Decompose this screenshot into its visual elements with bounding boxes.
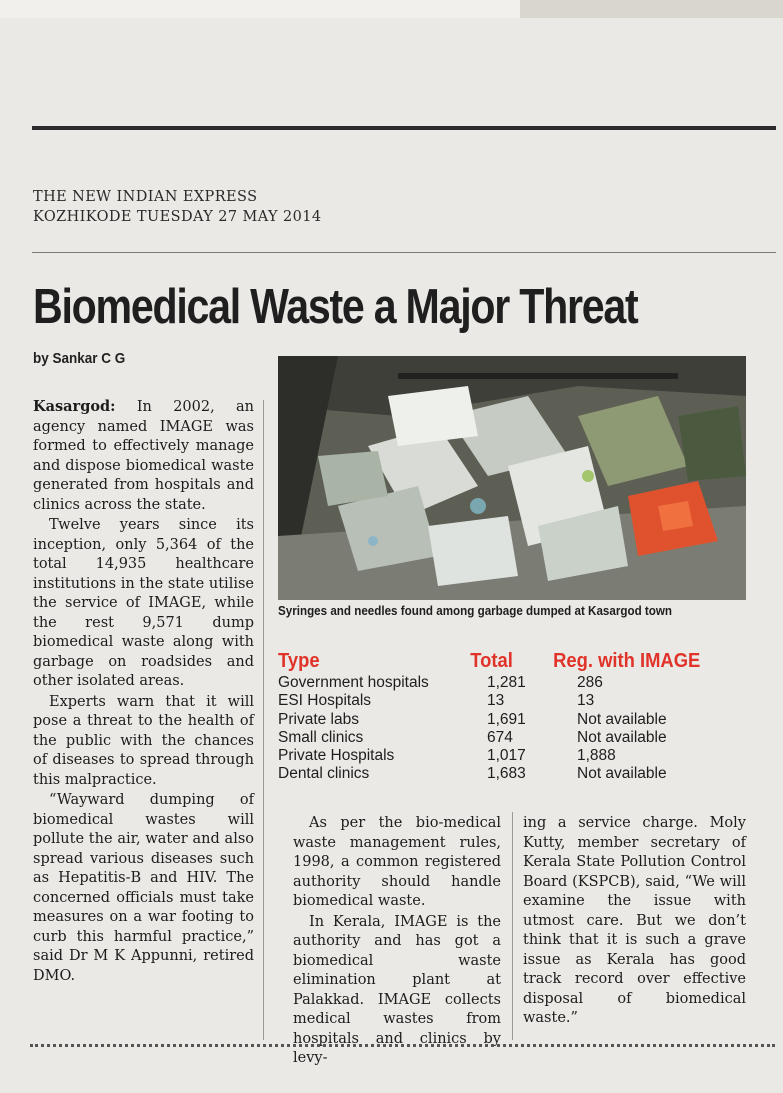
header-reg: Reg. with IMAGE	[553, 650, 701, 672]
paragraph: ing a service charge. Moly Kutty, member secretary of Kerala State Pollution Control Board (KSPCB), said, “We will examine the issue with utmost care. But we don’t think that it is such a grave issue as Kerala has good track record over effective disposal of biomedical waste.”	[523, 815, 746, 1026]
header-total: Total	[470, 650, 513, 672]
headline: Biomedical Waste a Major Threat	[33, 280, 638, 334]
paragraph: Twelve years since its inception, only 5,364 of the total 14,935 healthcare institutions in the state utilise the service of IMAGE, while the rest 9,571 dump biomedical waste along with garbage on roadsides and other isolated areas.	[33, 517, 254, 689]
dateline-place: Kasargod:	[33, 398, 116, 415]
cell-reg: Not available	[577, 710, 667, 728]
right-column	[523, 814, 746, 1030]
byline: by Sankar C G	[33, 350, 126, 367]
garbage-photo	[278, 356, 746, 600]
cell-total: 1,683	[487, 765, 526, 783]
left-column	[33, 397, 254, 987]
masthead-rule	[32, 252, 776, 253]
cell-total: 13	[487, 692, 505, 710]
table-row	[278, 765, 746, 783]
table-row	[278, 711, 746, 729]
lead-paragraph	[33, 397, 254, 515]
header-type: Type	[278, 650, 320, 672]
garbage-photo-illustration	[278, 356, 746, 600]
masthead	[33, 187, 322, 227]
cell-reg: 1,888	[577, 747, 616, 765]
paragraph: Experts warn that it will pose a threat to the health of the public with the chances of diseases to spread through this malpractice.	[33, 693, 254, 788]
column-divider	[512, 812, 513, 1040]
cell-type: Private Hospitals	[278, 747, 395, 765]
cell-reg: Not available	[577, 728, 667, 746]
middle-column	[293, 814, 501, 1070]
cell-type: ESI Hospitals	[278, 692, 372, 710]
paragraph: As per the bio-medical waste management rules, 1998, a common registered authority should handle biomedical waste.	[293, 815, 501, 909]
paragraph: In Kerala, IMAGE is the authority and has got a biomedical waste elimination plant at Palakkad. IMAGE collects medical wastes from hospitals and clinics by levy-	[293, 913, 501, 1066]
cell-type: Dental clinics	[278, 765, 370, 783]
cell-reg: Not available	[577, 765, 667, 783]
cell-type: Government hospitals	[278, 674, 429, 691]
cell-type: Private labs	[278, 710, 359, 728]
photo-caption: Syringes and needles found among garbage dumped at Kasargod town	[278, 604, 673, 618]
column-divider	[263, 400, 264, 1040]
top-rule	[32, 126, 776, 130]
paper-name: THE NEW INDIAN EXPRESS	[33, 189, 258, 205]
table-row	[278, 747, 746, 765]
cell-total: 1,691	[487, 710, 526, 728]
cell-total: 1,281	[487, 674, 526, 691]
data-table	[278, 650, 746, 784]
table-header	[278, 650, 709, 674]
cell-type: Small clinics	[278, 728, 364, 746]
table-row	[278, 729, 746, 747]
paragraph: In 2002, an agency named IMAGE was formed to effectively manage and dispose biomedical waste generated from hospitals and clinics across the state.	[33, 399, 254, 513]
cell-reg: 286	[577, 674, 603, 691]
paragraph: “Wayward dumping of biomedical wastes will pollute the air, water and also spread various diseases such as Hepatitis-B and HIV. The concerned officials must take measures on a war footing to curb this harmful practice,” said Dr M K Appunni, retired DMO.	[33, 792, 254, 984]
dateline: KOZHIKODE TUESDAY 27 MAY 2014	[33, 209, 322, 225]
table-row	[278, 674, 746, 692]
dotted-border	[30, 1044, 775, 1047]
cell-total: 674	[487, 728, 513, 746]
cell-total: 1,017	[487, 747, 526, 765]
cell-reg: 13	[577, 692, 595, 710]
table-row	[278, 692, 746, 710]
